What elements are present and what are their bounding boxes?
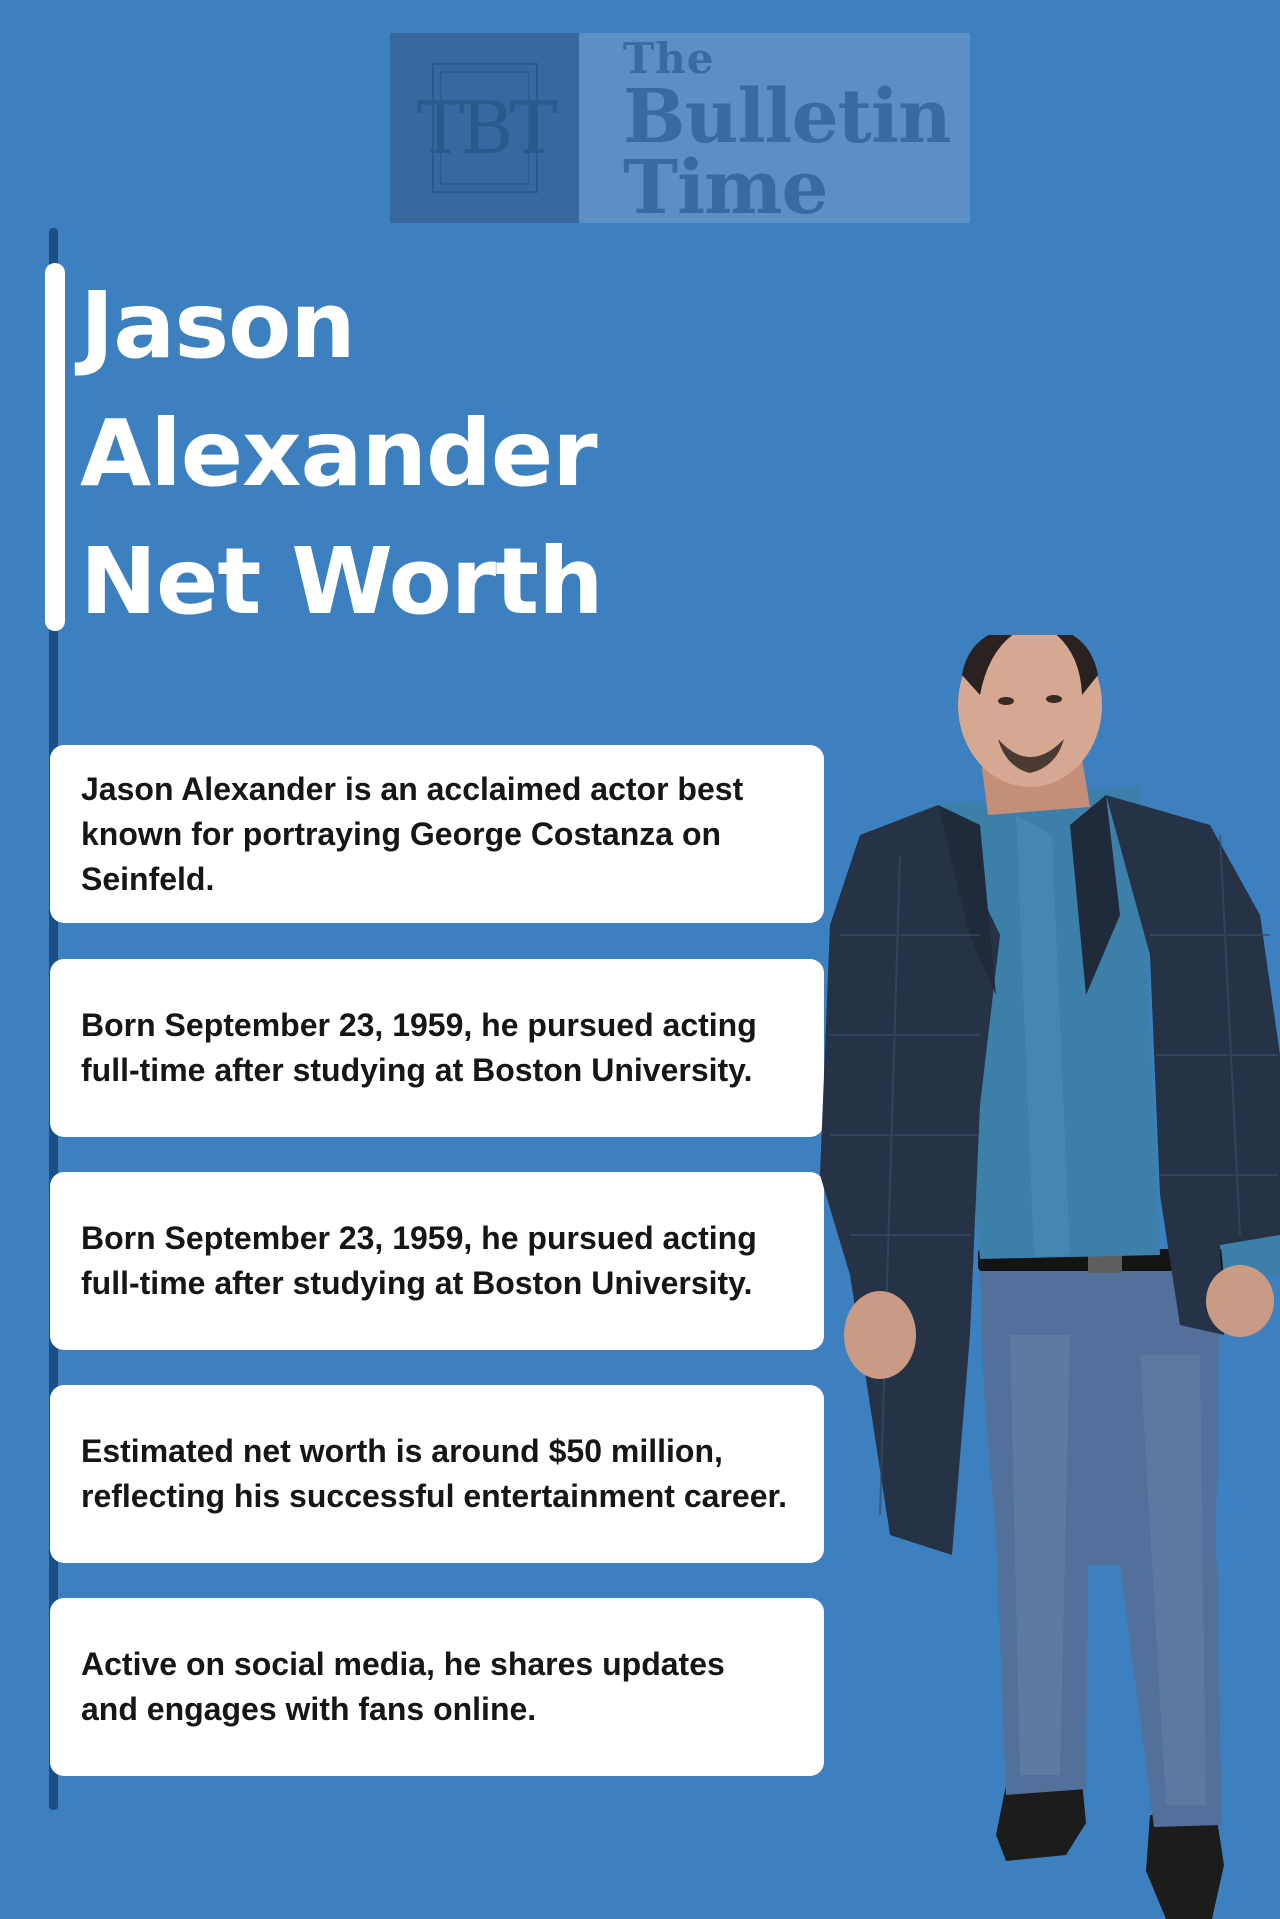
logo-wordmark <box>579 33 970 231</box>
title-line-3: Net Worth <box>80 528 603 635</box>
bulletin-time-logo <box>390 33 970 231</box>
info-card-text: Born September 23, 1959, he pursued acting full-time after studying at Boston University. <box>81 1220 757 1301</box>
title-accent-bar <box>45 263 65 631</box>
right-hand <box>1206 1265 1274 1337</box>
logo-the: The <box>623 34 715 83</box>
info-card <box>50 745 824 923</box>
info-card <box>50 1598 824 1776</box>
right-shoe <box>1146 1813 1224 1919</box>
info-card-text: Active on social media, he shares updates and engages with fans online. <box>81 1646 725 1727</box>
logo-bulletin: Bulletin <box>623 74 951 160</box>
person-photo <box>820 635 1280 1919</box>
info-card-text: Estimated net worth is around $50 million, reflecting his successful entertainment career. <box>81 1433 788 1514</box>
info-card-text: Born September 23, 1959, he pursued acting full-time after studying at Boston University. <box>81 1007 757 1088</box>
info-card <box>50 1172 824 1350</box>
page-title <box>80 262 640 646</box>
info-card <box>50 959 824 1137</box>
left-hand <box>844 1291 916 1379</box>
logo-mark-text: TBT <box>416 86 553 170</box>
info-card <box>50 1385 824 1563</box>
logo-time: Time <box>623 145 828 231</box>
info-card-text: Jason Alexander is an acclaimed actor best known for portraying George Costanza on Seinfeld. <box>81 770 744 897</box>
tbt-logo-mark <box>390 33 579 223</box>
title-line-2: Alexander <box>80 400 597 507</box>
title-line-1: Jason <box>80 272 355 379</box>
